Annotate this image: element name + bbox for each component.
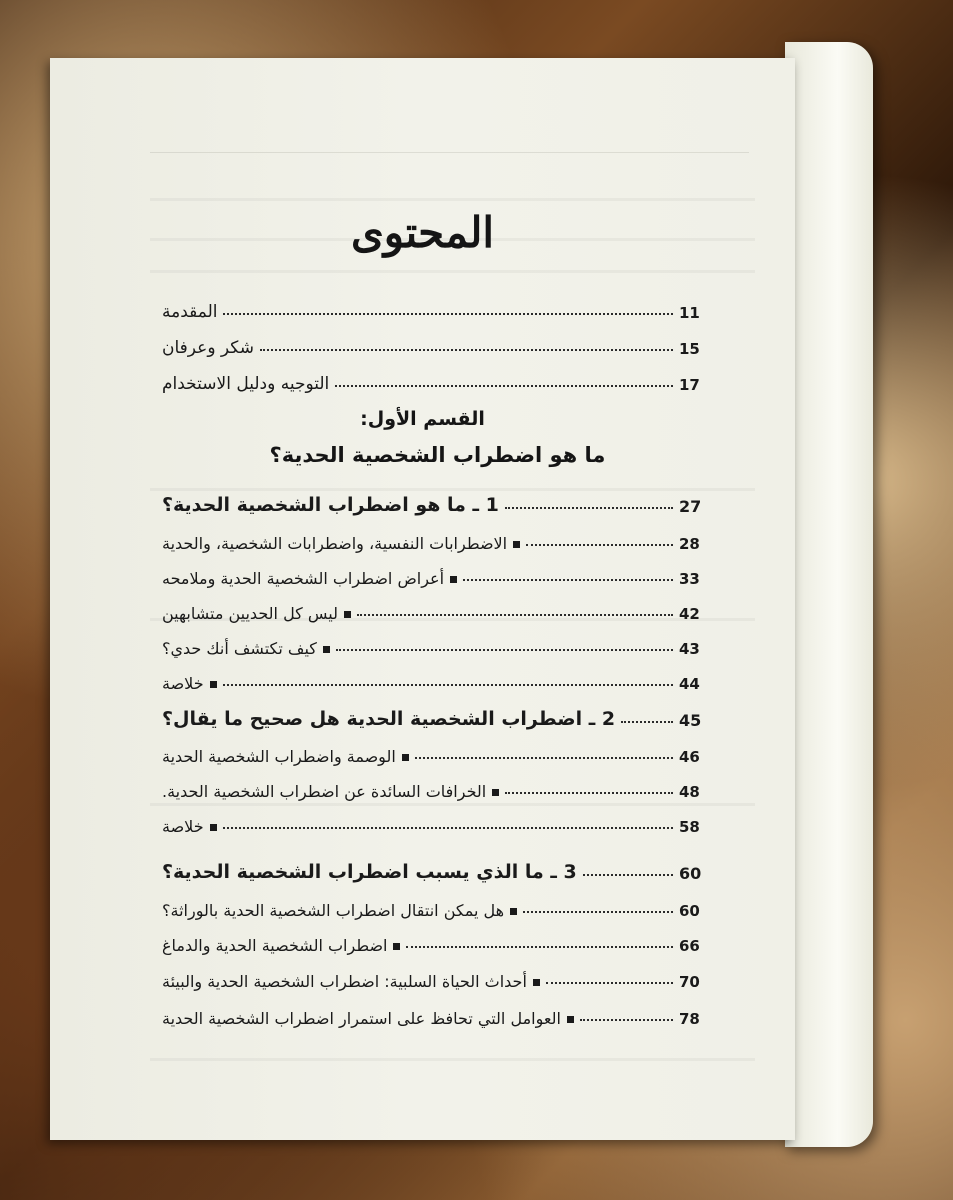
- square-bullet-icon: [567, 1016, 574, 1023]
- toc-entry-label: العوامل التي تحافظ على استمرار اضطراب الشخصية الحدية: [162, 1009, 561, 1028]
- toc-page-number: 17: [679, 376, 700, 394]
- leader-dots: [621, 721, 673, 723]
- toc-page-number: 60: [679, 902, 700, 920]
- toc-entry-label: الخرافات السائدة عن اضطراب الشخصية الحدية.: [162, 782, 487, 801]
- chapter-entry: [162, 853, 705, 883]
- toc-page-number: 15: [679, 340, 700, 358]
- square-bullet-icon: [402, 754, 409, 761]
- toc-entry-label: المقدمة: [162, 302, 218, 322]
- book-spine-fold: [785, 42, 873, 1147]
- toc-entry-label: التوجيه ودليل الاستخدام: [162, 374, 330, 394]
- bleed-through: [150, 198, 755, 201]
- toc-entry-label: اضطراب الشخصية الحدية والدماغ: [162, 936, 388, 955]
- toc-page-number: 66: [679, 937, 700, 955]
- toc-sub-entry: [162, 998, 705, 1028]
- square-bullet-icon: [344, 611, 351, 618]
- leader-dots: [260, 349, 673, 351]
- leader-dots: [526, 544, 673, 546]
- leader-dots: [463, 579, 673, 581]
- toc-page-number: 42: [679, 605, 700, 623]
- chapter-label: 2 ـ اضطراب الشخصية الحدية هل صحيح ما يقال؟: [162, 708, 616, 730]
- toc-entry: [162, 292, 705, 322]
- running-header-line: [150, 152, 749, 153]
- toc-entry-label: شكر وعرفان: [162, 338, 254, 358]
- page-title: المحتوى: [350, 208, 495, 257]
- leader-dots: [583, 874, 673, 876]
- toc-page-number: 78: [679, 1010, 700, 1028]
- square-bullet-icon: [450, 576, 457, 583]
- toc-page-number: 28: [679, 535, 700, 553]
- leader-dots: [406, 946, 673, 948]
- toc-page-number: 46: [679, 748, 700, 766]
- toc-sub-entry: [162, 806, 705, 836]
- leader-dots: [223, 684, 673, 686]
- chapter-label: 3 ـ ما الذي يسبب اضطراب الشخصية الحدية؟: [162, 861, 577, 883]
- toc-page-number: 27: [679, 497, 702, 516]
- toc-entry: [162, 364, 705, 394]
- toc-entry-label: كيف تكتشف أنك حدي؟: [162, 639, 317, 658]
- toc-entry-label: ليس كل الحديين متشابهين: [162, 604, 338, 623]
- leader-dots: [523, 911, 673, 913]
- toc-entry-label: هل يمكن انتقال اضطراب الشخصية الحدية بالوراثة؟: [162, 901, 505, 920]
- toc-page-number: 11: [679, 304, 700, 322]
- toc-sub-entry: [162, 663, 705, 693]
- leader-dots: [580, 1019, 673, 1021]
- book-page: [50, 58, 795, 1140]
- leader-dots: [505, 507, 673, 509]
- toc-entry-label: الاضطرابات النفسية، واضطرابات الشخصية، والحدية: [162, 534, 508, 553]
- toc-page-number: 33: [679, 570, 700, 588]
- square-bullet-icon: [492, 789, 499, 796]
- toc-entry-label: خلاصة: [162, 817, 204, 836]
- chapter-entry: [162, 700, 705, 730]
- square-bullet-icon: [533, 979, 540, 986]
- square-bullet-icon: [510, 908, 517, 915]
- leader-dots: [546, 982, 673, 984]
- toc-page-number: 48: [679, 783, 700, 801]
- bleed-through: [150, 270, 755, 273]
- leader-dots: [223, 827, 673, 829]
- toc-sub-entry: [162, 925, 705, 955]
- square-bullet-icon: [210, 681, 217, 688]
- square-bullet-icon: [513, 541, 520, 548]
- toc-entry-label: أعراض اضطراب الشخصية الحدية وملامحه: [162, 569, 445, 588]
- toc-sub-entry: [162, 523, 705, 553]
- leader-dots: [505, 792, 673, 794]
- toc-page-number: 45: [679, 711, 702, 730]
- toc-sub-entry: [162, 771, 705, 801]
- chapter-label: 1 ـ ما هو اضطراب الشخصية الحدية؟: [162, 494, 499, 516]
- toc-entry-label: أحداث الحياة السلبية: اضطراب الشخصية الحدية والبيئة: [162, 972, 527, 991]
- section-label: القسم الأول:: [360, 408, 485, 430]
- leader-dots: [223, 313, 673, 315]
- toc-sub-entry: [162, 890, 705, 920]
- leader-dots: [415, 757, 673, 759]
- square-bullet-icon: [210, 824, 217, 831]
- toc-sub-entry: [162, 961, 705, 991]
- toc-sub-entry: [162, 736, 705, 766]
- section-title: ما هو اضطراب الشخصية الحدية؟: [269, 443, 606, 467]
- toc-sub-entry: [162, 558, 705, 588]
- toc-page-number: 43: [679, 640, 700, 658]
- toc-sub-entry: [162, 628, 705, 658]
- toc-page-number: 70: [679, 973, 700, 991]
- toc-page-number: 44: [679, 675, 700, 693]
- chapter-entry: [162, 486, 705, 516]
- toc-page-number: 58: [679, 818, 700, 836]
- leader-dots: [336, 649, 673, 651]
- square-bullet-icon: [393, 943, 400, 950]
- leader-dots: [335, 385, 673, 387]
- toc-entry-label: الوصمة واضطراب الشخصية الحدية: [162, 747, 396, 766]
- toc-entry-label: خلاصة: [162, 674, 204, 693]
- square-bullet-icon: [323, 646, 330, 653]
- toc-entry: [162, 328, 705, 358]
- leader-dots: [357, 614, 673, 616]
- toc-page-number: 60: [679, 864, 702, 883]
- bleed-through: [150, 1058, 755, 1061]
- toc-sub-entry: [162, 593, 705, 623]
